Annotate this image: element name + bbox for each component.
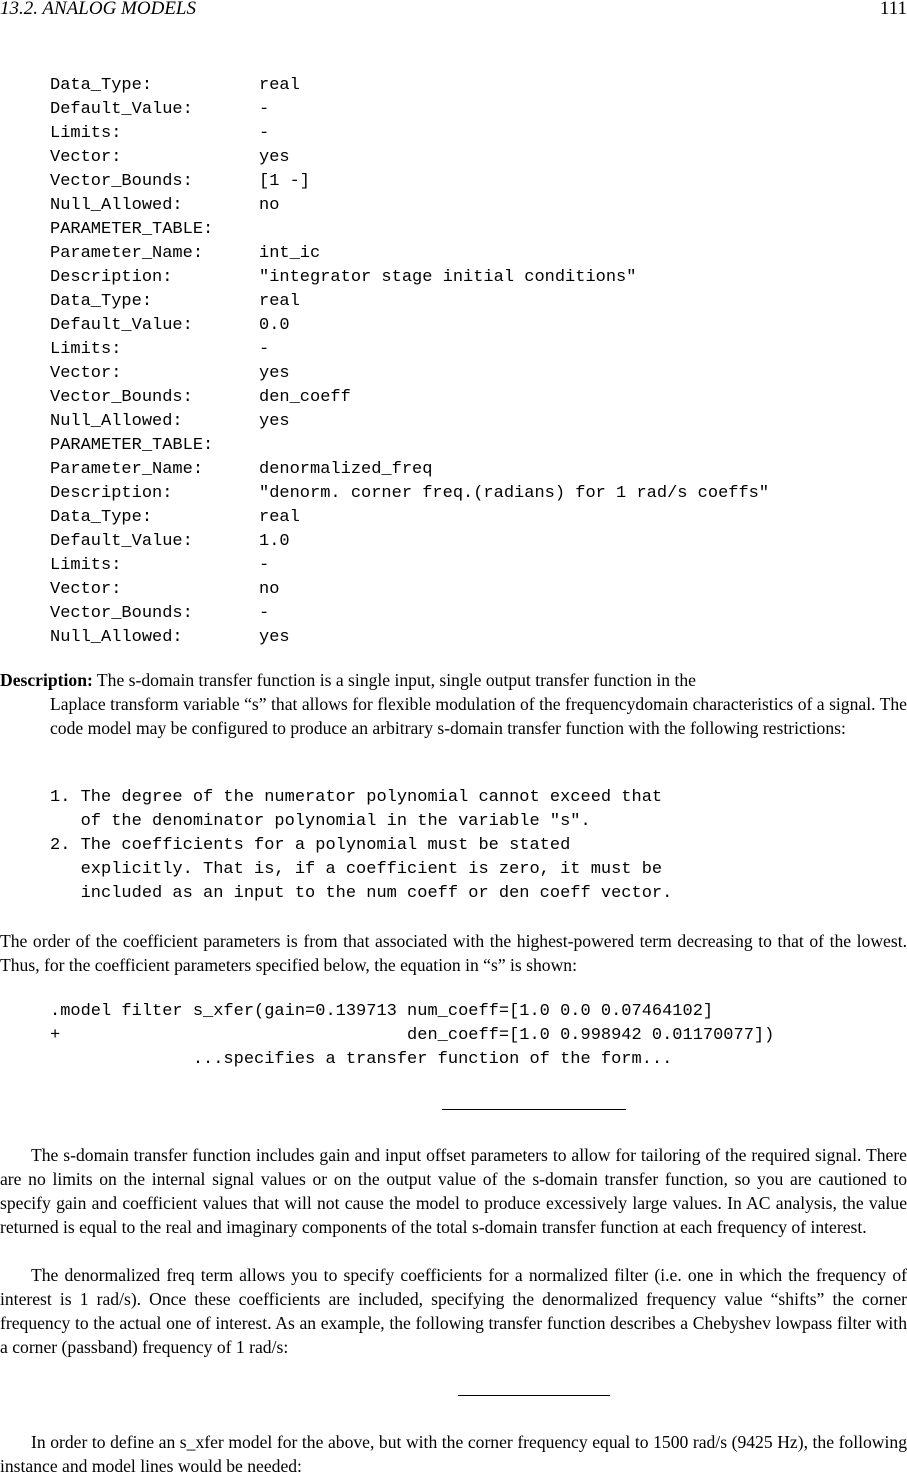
parameter-key: Vector: (50, 364, 122, 383)
parameter-key: Description: (50, 484, 173, 503)
restriction-line: explicitly. That is, if a coefficient is zero, it must be (50, 860, 663, 879)
fraction-rule-2 (458, 1395, 610, 1396)
page-number: 111 (879, 0, 907, 19)
restriction-line: 2. The coefficients for a polynomial must be stated (50, 836, 571, 855)
parameter-key: Vector: (50, 580, 122, 599)
parameter-value: real (259, 292, 300, 311)
parameter-value: no (259, 196, 280, 215)
parameter-key: Limits: (50, 124, 122, 143)
restriction-line: included as an input to the num coeff or den coeff vector. (50, 884, 673, 903)
code-line: ...specifies a transfer function of the form... (50, 1050, 673, 1069)
instance-paragraph: In order to define an s_xfer model for the above, but with the corner frequency equal to 1500 rad/s (9425 Hz), the following instance and model lines would be needed: (0, 1432, 907, 1476)
parameter-key: PARAMETER_TABLE: (50, 220, 214, 239)
parameter-value: 1.0 (259, 532, 290, 551)
parameter-key: Limits: (50, 556, 122, 575)
parameter-value: yes (259, 628, 290, 647)
restriction-line: of the denominator polynomial in the variable "s". (50, 812, 591, 831)
parameter-value: - (259, 556, 270, 575)
parameter-value: - (259, 100, 270, 119)
description-block (0, 668, 907, 740)
parameter-value: - (259, 604, 270, 623)
parameter-key: Data_Type: (50, 508, 153, 527)
parameter-value: real (259, 508, 300, 527)
denormalized-paragraph: The denormalized freq term allows you to specify coefficients for a normalized filter (i.e. one in which the frequency of interest is 1 rad/s). Once these coefficients are included, specifying the denormalized frequency value “shifts” the corner frequency to the actual one of interest. As an example, the following transfer function describes a Chebyshev lowpass filter with a corner (passband) frequency of 1 rad/s: (0, 1265, 907, 1357)
parameter-key: Description: (50, 268, 173, 287)
parameter-value: den_coeff (259, 388, 351, 407)
parameter-key: Vector: (50, 148, 122, 167)
parameter-value: "denorm. corner freq.(radians) for 1 rad/s coeffs" (259, 484, 770, 503)
restriction-line: 1. The degree of the numerator polynomial cannot exceed that (50, 788, 663, 807)
parameter-key: Data_Type: (50, 292, 153, 311)
parameter-value: denormalized_freq (259, 460, 433, 479)
code-line: .model filter s_xfer(gain=0.139713 num_coeff=[1.0 0.0 0.07464102] (50, 1002, 714, 1021)
parameter-key: Vector_Bounds: (50, 604, 193, 623)
parameter-value: "integrator stage initial conditions" (259, 268, 637, 287)
parameter-key: PARAMETER_TABLE: (50, 436, 214, 455)
parameter-key: Limits: (50, 340, 122, 359)
parameter-key: Null_Allowed: (50, 412, 183, 431)
parameter-key: Parameter_Name: (50, 460, 204, 479)
parameter-key: Default_Value: (50, 316, 193, 335)
parameter-key: Data_Type: (50, 76, 153, 95)
parameter-value: 0.0 (259, 316, 290, 335)
parameter-value: yes (259, 412, 290, 431)
parameter-value: - (259, 340, 270, 359)
parameter-key: Null_Allowed: (50, 628, 183, 647)
parameter-key: Null_Allowed: (50, 196, 183, 215)
parameter-key: Parameter_Name: (50, 244, 204, 263)
parameter-value: int_ic (259, 244, 321, 263)
parameter-key: Vector_Bounds: (50, 172, 193, 191)
running-header (0, 0, 907, 20)
parameter-value: yes (259, 148, 290, 167)
restrictions-list (50, 786, 672, 906)
description-text: Laplace transform variable “s” that allows for flexible modulation of the frequencydomain characteristics of a signal. The code model may be configured to produce an arbitrary s-domain transfer function with the following restrictions: (50, 694, 907, 738)
parameter-key: Vector_Bounds: (50, 388, 193, 407)
parameter-value: [1 -] (259, 172, 311, 191)
gain-paragraph: The s-domain transfer function includes gain and input offset parameters to allow for tailoring of the required signal. There are no limits on the internal signal values or on the output value of the s-domain transfer function, so you are cautioned to specify gain and coefficient values that will not cause the model to produce excessively large values. In AC analysis, the value returned is equal to the real and imaginary components of the total s-domain transfer function at each frequency of interest. (0, 1145, 907, 1237)
code-line: + den_coeff=[1.0 0.998942 0.01170077]) (50, 1026, 775, 1045)
parameter-key: Default_Value: (50, 532, 193, 551)
section-title: 13.2. ANALOG MODELS (0, 0, 196, 19)
parameter-value: no (259, 580, 280, 599)
parameter-value: yes (259, 364, 290, 383)
description-lead: The s-domain transfer function is a single input, single output transfer function in the (92, 670, 696, 690)
parameter-value: - (259, 124, 270, 143)
code-example (50, 1000, 774, 1072)
parameter-key: Default_Value: (50, 100, 193, 119)
description-label: Description: (0, 670, 93, 690)
fraction-rule-1 (442, 1109, 626, 1110)
parameter-value: real (259, 76, 300, 95)
order-paragraph: The order of the coefficient parameters is from that associated with the highest-powered term decreasing to that of the lowest. Thus, for the coefficient parameters specified below, the equation in “s” is shown: (0, 931, 907, 975)
